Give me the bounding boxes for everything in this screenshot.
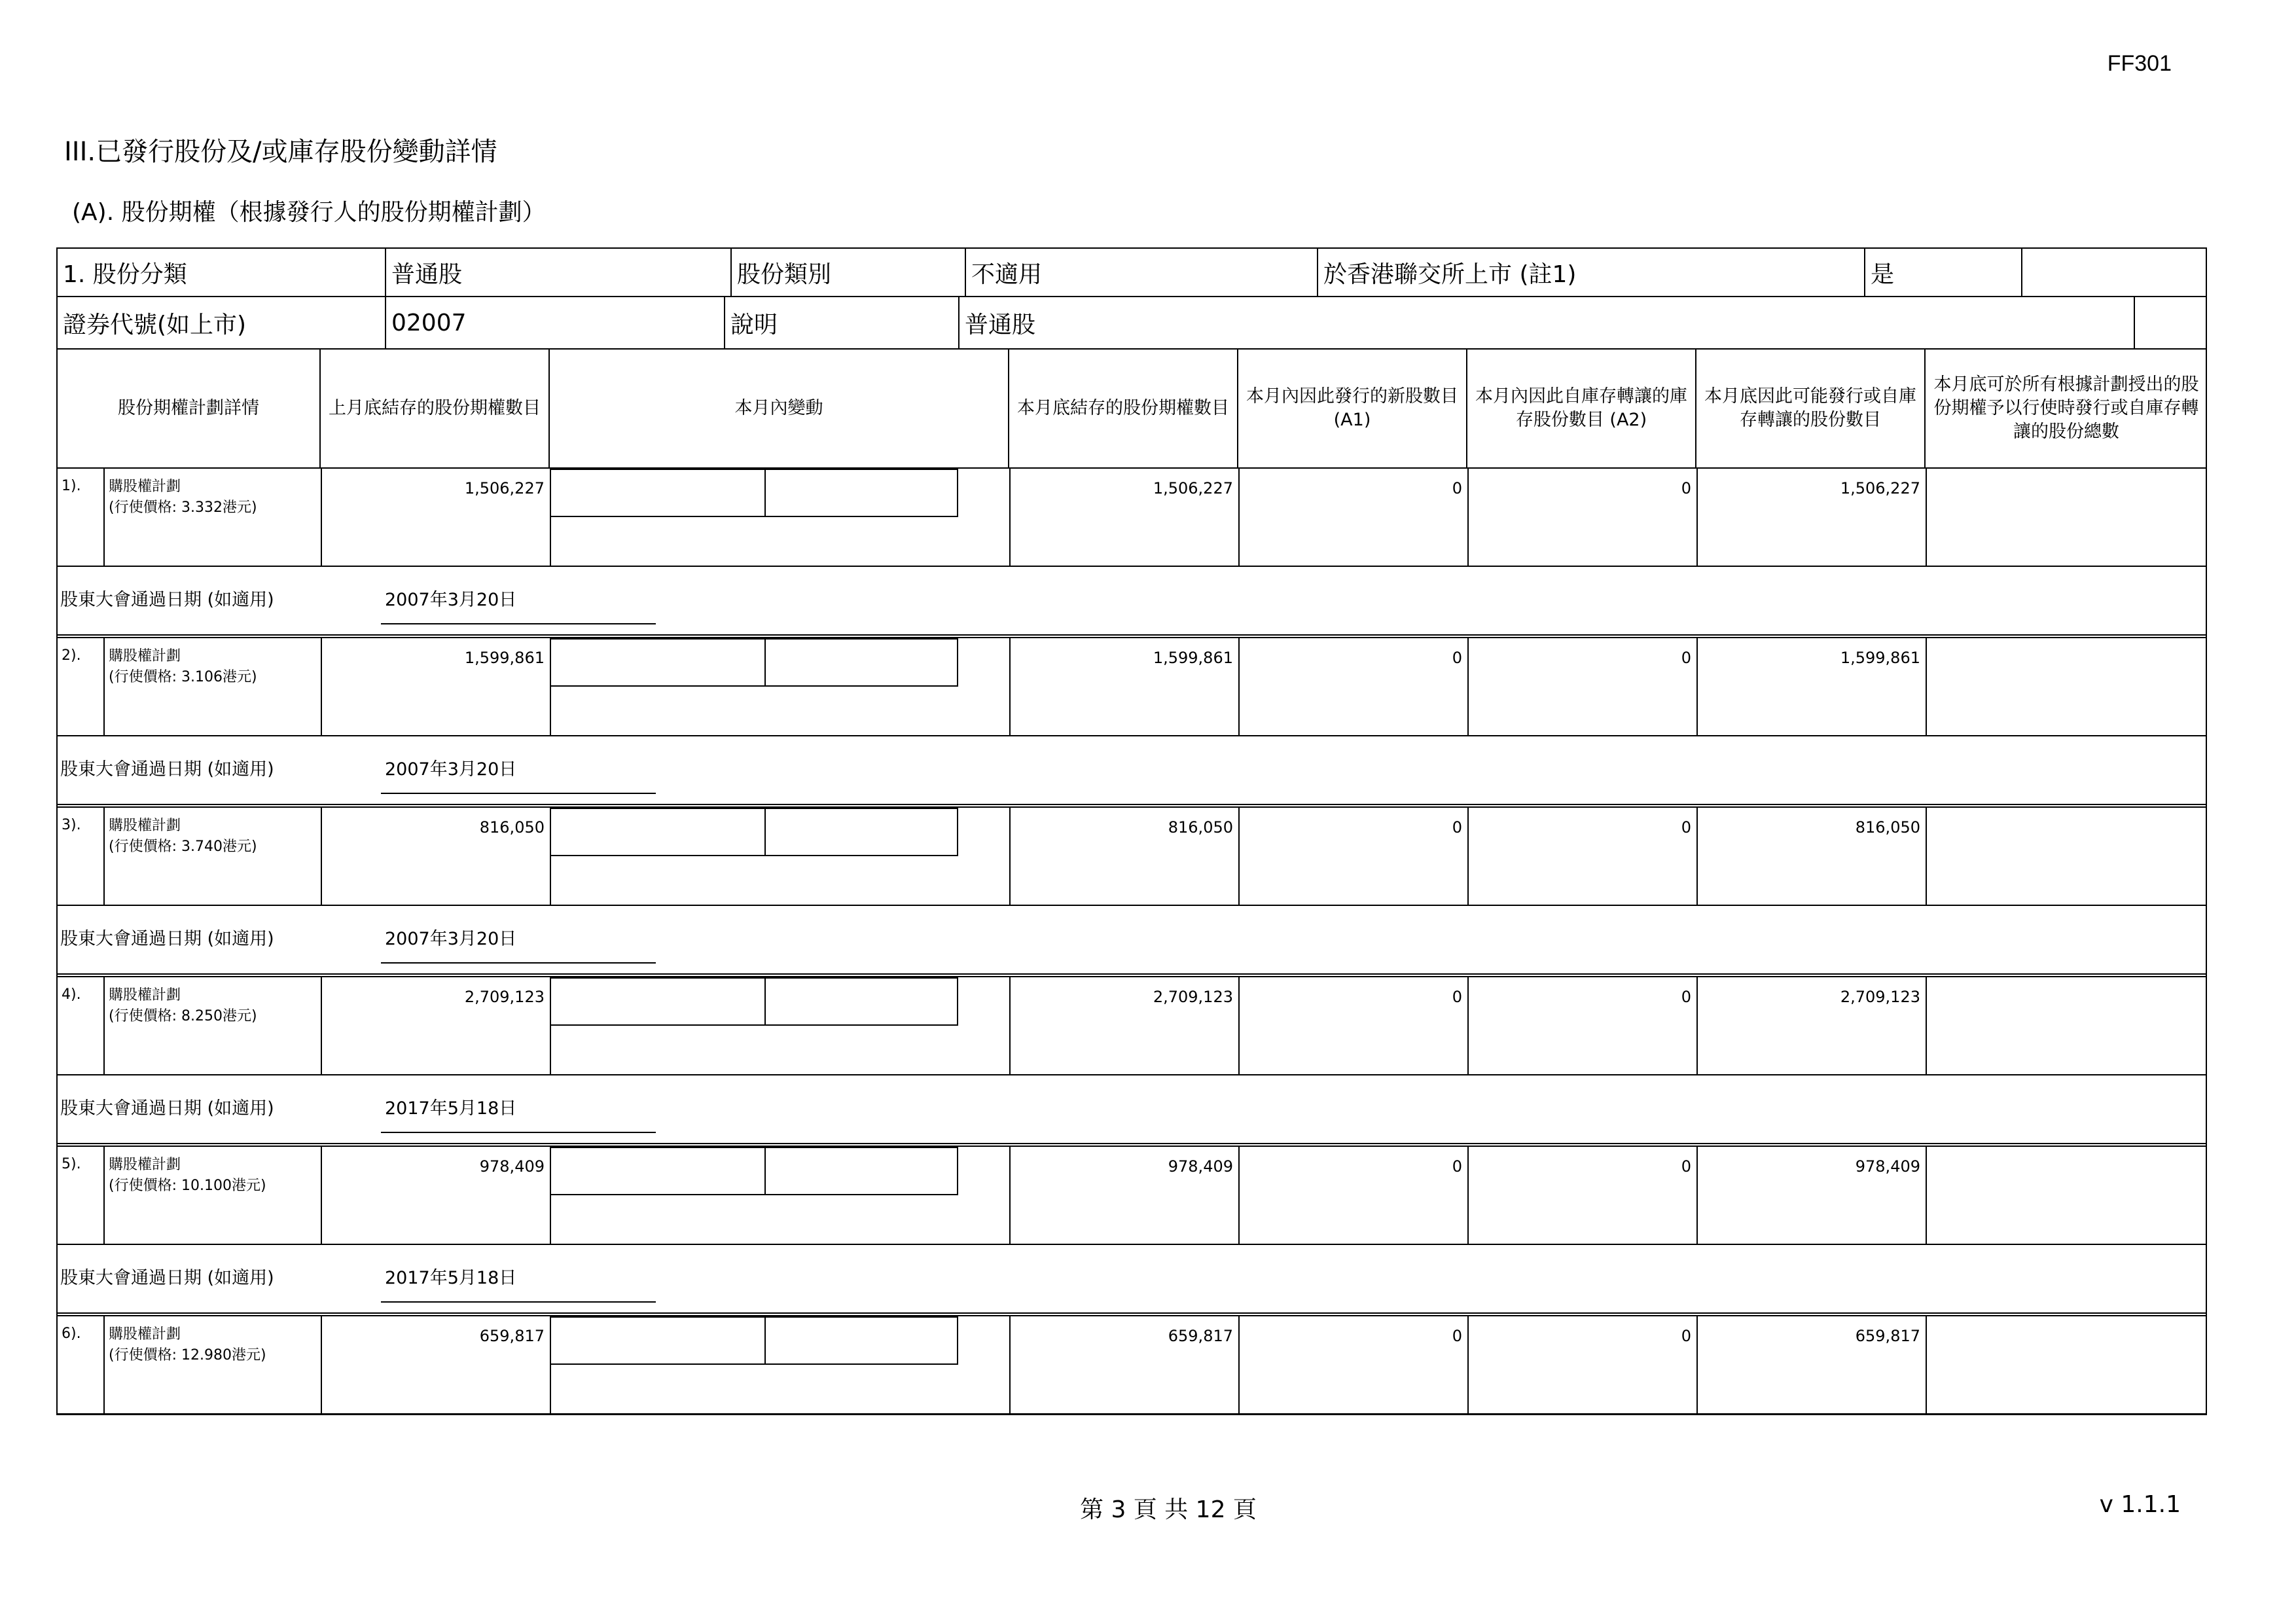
col-header-possible-shares: 本月底因此可能發行或自庫存轉讓的股份數目 <box>1696 350 1926 467</box>
plan-name: 購股權計劃 <box>109 648 181 664</box>
plan-exercise-price: (行使價格: 3.106港元) <box>109 669 257 685</box>
possible-shares: 816,050 <box>1855 818 1920 837</box>
cell-divider <box>103 806 105 905</box>
opening-balance: 2,709,123 <box>464 988 545 1006</box>
cell-divider <box>1926 1315 1927 1413</box>
movement-input-box <box>764 808 958 856</box>
description-value: 普通股 <box>960 297 2135 348</box>
block-divider <box>58 1312 2206 1314</box>
agm-date-value: 2007年3月20日 <box>385 929 517 949</box>
closing-balance: 978,409 <box>1168 1157 1233 1176</box>
col-header-treasury-a2: 本月內因此自庫存轉讓的庫存股份數目 (A2) <box>1467 350 1696 467</box>
block-divider <box>58 804 2206 805</box>
movement-input-box <box>764 638 958 687</box>
treasury-shares-a2: 0 <box>1681 1327 1691 1345</box>
plan-index: 3). <box>62 817 81 833</box>
agm-date-label: 股東大會通過日期 (如適用) <box>60 929 274 949</box>
col-header-opening-balance: 上月底結存的股份期權數目 <box>321 350 550 467</box>
share-type-label: 股份類別 <box>732 249 966 296</box>
row-divider <box>58 1244 2206 1245</box>
cell-divider <box>103 467 105 566</box>
new-shares-a1: 0 <box>1452 479 1462 497</box>
movement-input-box <box>764 1147 958 1195</box>
plan-name: 購股權計劃 <box>109 987 181 1003</box>
opening-balance: 816,050 <box>479 818 545 837</box>
new-shares-a1: 0 <box>1452 1157 1462 1176</box>
block-divider <box>58 1146 2206 1147</box>
header-row-2 <box>56 296 2207 350</box>
agm-date-underline <box>381 793 656 794</box>
header-row-1 <box>56 247 2207 297</box>
cell-divider <box>103 1315 105 1413</box>
version: v 1.1.1 <box>2099 1491 2181 1518</box>
page-number: 第 3 頁 共 12 頁 <box>1080 1496 1257 1523</box>
row-divider <box>58 1074 2206 1075</box>
agm-date-value: 2017年5月18日 <box>385 1098 517 1119</box>
cell-divider <box>103 1146 105 1244</box>
opening-balance: 1,599,861 <box>464 649 545 667</box>
stock-code-value: 02007 <box>386 297 725 348</box>
header-divider <box>58 467 2206 469</box>
possible-shares: 659,817 <box>1855 1327 1920 1345</box>
cell-divider <box>103 637 105 735</box>
description-label: 說明 <box>725 297 960 348</box>
closing-balance: 816,050 <box>1168 818 1233 837</box>
plan-index: 6). <box>62 1326 81 1342</box>
block-divider <box>58 806 2206 808</box>
plan-name: 購股權計劃 <box>109 1157 181 1173</box>
closing-balance: 659,817 <box>1168 1327 1233 1345</box>
share-class-label: 1. 股份分類 <box>58 249 386 296</box>
plan-index: 5). <box>62 1156 81 1172</box>
row-divider <box>58 566 2206 567</box>
new-shares-a1: 0 <box>1452 988 1462 1006</box>
agm-date-label: 股東大會通過日期 (如適用) <box>60 759 274 780</box>
plan-exercise-price: (行使價格: 10.100港元) <box>109 1178 266 1194</box>
col-header-plan-details: 股份期權計劃詳情 <box>58 350 321 467</box>
closing-balance: 2,709,123 <box>1153 988 1233 1006</box>
row-divider <box>58 735 2206 736</box>
plan-name: 購股權計劃 <box>109 1326 181 1343</box>
plan-index: 1). <box>62 478 81 494</box>
row-divider <box>58 905 2206 906</box>
plan-name: 購股權計劃 <box>109 478 181 495</box>
opening-balance: 659,817 <box>479 1327 545 1345</box>
agm-date-underline <box>381 962 656 964</box>
movement-input-box <box>550 638 766 687</box>
block-divider <box>58 976 2206 977</box>
treasury-shares-a2: 0 <box>1681 988 1691 1006</box>
plan-exercise-price: (行使價格: 12.980港元) <box>109 1347 266 1363</box>
agm-date-underline <box>381 623 656 624</box>
closing-balance: 1,599,861 <box>1153 649 1233 667</box>
cell-divider <box>1926 637 1927 735</box>
agm-date-value: 2017年5月18日 <box>385 1268 517 1288</box>
treasury-shares-a2: 0 <box>1681 1157 1691 1176</box>
col-header-closing-balance: 本月底結存的股份期權數目 <box>1009 350 1238 467</box>
treasury-shares-a2: 0 <box>1681 818 1691 837</box>
listed-value: 是 <box>1865 249 2022 296</box>
new-shares-a1: 0 <box>1452 1327 1462 1345</box>
plan-name: 購股權計劃 <box>109 818 181 834</box>
agm-date-label: 股東大會通過日期 (如適用) <box>60 1268 274 1288</box>
treasury-shares-a2: 0 <box>1681 479 1691 497</box>
share-type-value: 不適用 <box>966 249 1318 296</box>
col-header-total-shares: 本月底可於所有根據計劃授出的股份期權予以行使時發行或自庫存轉讓的股份總數 <box>1933 374 2199 442</box>
plan-index: 2). <box>62 647 81 664</box>
agm-date-value: 2007年3月20日 <box>385 759 517 780</box>
plan-exercise-price: (行使價格: 3.740港元) <box>109 839 257 855</box>
possible-shares: 978,409 <box>1855 1157 1920 1176</box>
cell-divider <box>1926 806 1927 905</box>
cell-divider <box>1926 976 1927 1074</box>
movement-input-box <box>550 1147 766 1195</box>
plan-index: 4). <box>62 986 81 1003</box>
treasury-shares-a2: 0 <box>1681 649 1691 667</box>
possible-shares: 1,599,861 <box>1840 649 1920 667</box>
block-divider <box>58 1143 2206 1144</box>
movement-input-box <box>550 977 766 1026</box>
agm-date-label: 股東大會通過日期 (如適用) <box>60 590 274 610</box>
movement-input-box <box>550 1316 766 1365</box>
sub-title: (A). 股份期權（根據發行人的股份期權計劃） <box>72 199 546 226</box>
movement-input-box <box>550 808 766 856</box>
block-divider <box>58 634 2206 636</box>
cell-divider <box>1926 1146 1927 1244</box>
opening-balance: 978,409 <box>479 1157 545 1176</box>
row-divider <box>58 1413 2206 1415</box>
agm-date-underline <box>381 1301 656 1303</box>
section-title: III.已發行股份及/或庫存股份變動詳情 <box>64 137 497 167</box>
movement-input-box <box>550 469 766 517</box>
movement-input-box <box>764 977 958 1026</box>
agm-date-underline <box>381 1132 656 1133</box>
form-code: FF301 <box>2107 51 2172 76</box>
plan-exercise-price: (行使價格: 8.250港元) <box>109 1008 257 1024</box>
col-header-movement: 本月內變動 <box>550 350 1009 467</box>
new-shares-a1: 0 <box>1452 649 1462 667</box>
share-option-table <box>56 348 2207 1415</box>
agm-date-value: 2007年3月20日 <box>385 590 517 610</box>
opening-balance: 1,506,227 <box>464 479 545 497</box>
block-divider <box>58 1315 2206 1316</box>
block-divider <box>58 973 2206 975</box>
agm-date-label: 股東大會通過日期 (如適用) <box>60 1098 274 1119</box>
col-header-new-shares-a1: 本月內因此發行的新股數目 (A1) <box>1238 350 1467 467</box>
movement-input-box <box>764 1316 958 1365</box>
stock-code-label: 證券代號(如上市) <box>58 297 386 348</box>
possible-shares: 2,709,123 <box>1840 988 1920 1006</box>
closing-balance: 1,506,227 <box>1153 479 1233 497</box>
possible-shares: 1,506,227 <box>1840 479 1920 497</box>
new-shares-a1: 0 <box>1452 818 1462 837</box>
cell-divider <box>103 976 105 1074</box>
cell-divider <box>1926 467 1927 566</box>
plan-exercise-price: (行使價格: 3.332港元) <box>109 499 257 516</box>
movement-input-box <box>764 469 958 517</box>
listed-label: 於香港聯交所上市 (註1) <box>1318 249 1865 296</box>
share-class-value: 普通股 <box>386 249 732 296</box>
block-divider <box>58 637 2206 638</box>
